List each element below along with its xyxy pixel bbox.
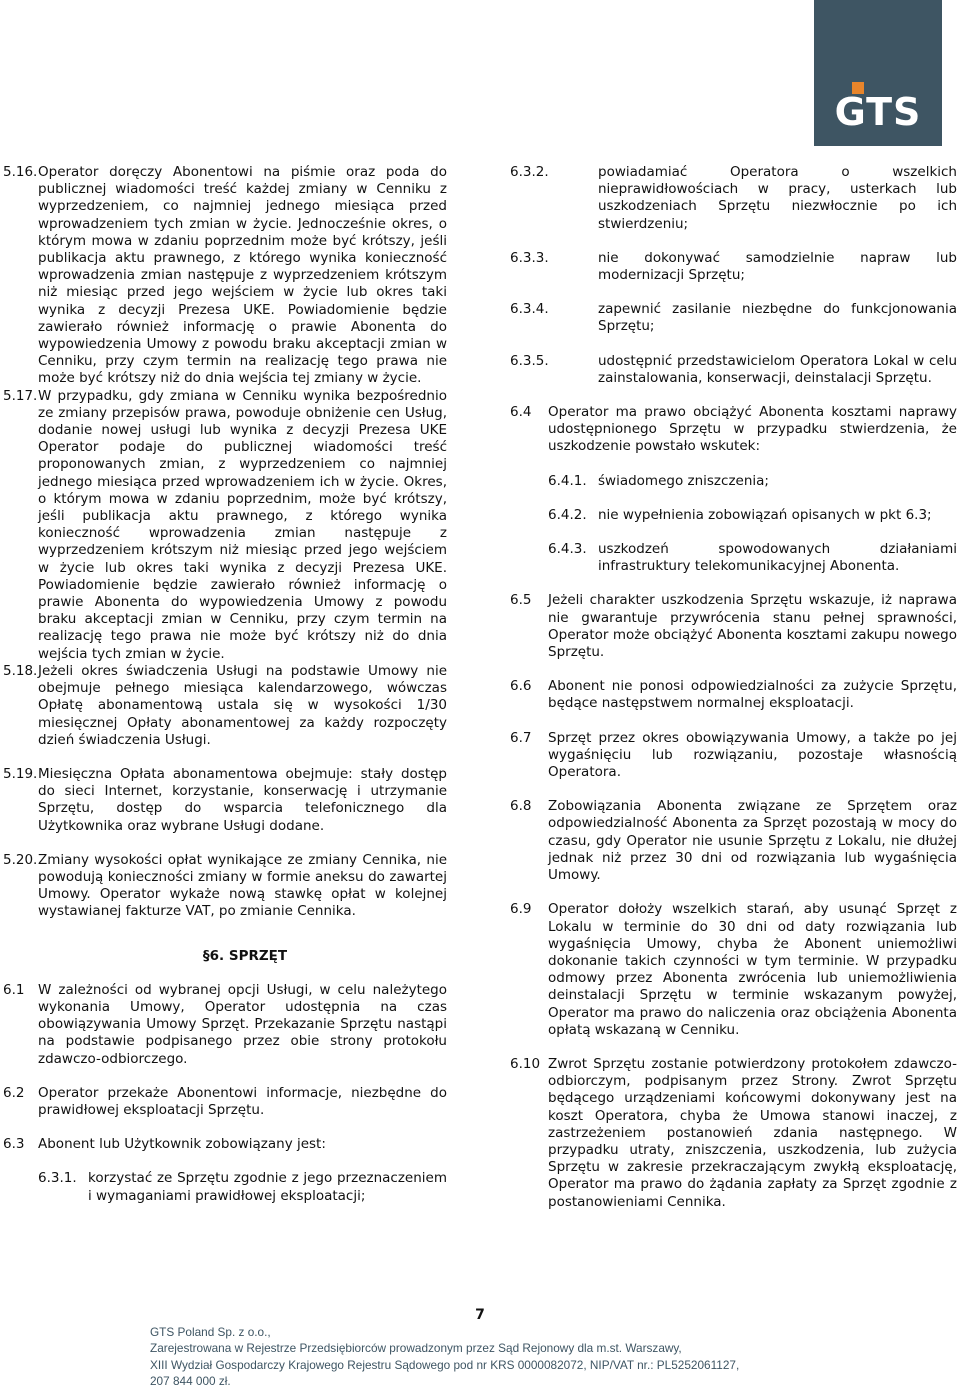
clause-number: 6.4.1.: [548, 472, 587, 489]
clause-6-1: [3, 982, 447, 1068]
gts-logo: [814, 0, 942, 146]
clause-text: W przypadku, gdy zmiana w Cenniku wynika bezpośrednio ze zmiany przepisów prawa, powoduje obniżenie cen Usług, dodanie nowej usługi lub wynika z decyzji Prezesa UKE Operator podaje do publicznej wiadomości treść proponowanych zmian, z wyprzedzeniem co najmniej jednego miesiąca przed wprowadzeniem ich w życie. Okres, o którym mowa w zdaniu poprzednim, może być krótszy, jeśli publikacja aktu prawnego, z którego wynika konieczność wprowadzenia zmian następuje z wyprzedzeniem krótszym niż miesiąc przed jego wejściem w życie lub okres taki wynika z decyzji Prezesa UKE. Powiadomienie będzie zawierało również informację o prawie Abonenta do wypowiedzenia Umowy z powodu braku akceptacji zmian w Cenniku, przy czym termin na realizację tego prawa nie może być krótszy niż do dnia wejścia tych zmian w życie.: [38, 387, 447, 662]
clause-text: Operator ma prawo obciążyć Abonenta kosztami naprawy udostępnionego Sprzętu w przypadku stwierdzenia, że uszkodzenie powstało wskutek:: [548, 404, 957, 455]
footer-registry: Zarejestrowana w Rejestrze Przedsiębiorców prowadzonym przez Sąd Rejonowy dla m.st. Warszawy,: [150, 1341, 682, 1356]
clause-number: 5.19.: [3, 765, 38, 782]
clause-text: korzystać ze Sprzętu zgodnie z jego przeznaczeniem i wymaganiami prawidłowej eksploatacji;: [88, 1170, 447, 1204]
clause-number: 6.3.1.: [38, 1170, 77, 1187]
clause-6-5: [510, 592, 957, 661]
clause-text: Zwrot Sprzętu zostanie potwierdzony protokołem zdawczo-odbiorczym, podpisanym przez Strony. Zwrot Sprzętu będącego urządzeniami końcowymi dokonywany jest na koszt Operatora, chyba że Umowa stanowi inaczej, z zastrzeżeniem postanowień zdania następnego. W przypadku utraty, zniszczenia, uszkodzenia, lub zużycia Sprzętu w zakresie przekraczającym zwykłą eksploatację, Operator ma prawo do żądania zapłaty za Sprzęt zgodnie z postanowieniami Cennika.: [548, 1055, 957, 1210]
clause-6-3-1: [3, 1170, 447, 1204]
clause-5-18: [3, 663, 447, 749]
clause-text: powiadamiać Operatora o wszelkich nieprawidłowościach w pracy, usterkach lub uszkodzeniach Sprzętu niezwłocznie po ich stwierdzeniu;: [598, 164, 957, 232]
clause-6-6: [510, 678, 957, 712]
clause-6-2: [3, 1085, 447, 1119]
clause-text: Operator doręczy Abonentowi na piśmie oraz poda do publicznej wiadomości treść każdej zmiany w Cenniku z wyprzedzeniem, co najmniej jednego miesiąca przed wprowadzeniem tych zmian w życie. Jednocześnie okres, o którym mowa w zdaniu poprzednim może być krótszy, jeśli publikacja aktu prawnego, z którego wynika konieczność wprowadzenia zmian następuje z wyprzedzeniem krótszym niż miesiąc przed jego wejściem w życie lub okres taki wynika z decyzji Prezesa UKE. Powiadomienie będzie zawierało również informację o prawie Abonenta do wypowiedzenia Umowy z powodu braku akceptacji zmian w Cenniku, przy czym termin na realizację tego prawa nie może być krótszy niż do dnia wejścia tej zmiany w życie.: [38, 164, 447, 387]
clause-number: 6.4: [510, 404, 532, 421]
clause-number: 5.17.: [3, 387, 38, 404]
clause-text: Jeżeli okres świadczenia Usługi na podstawie Umowy nie obejmuje pełnego miesiąca kalendarzowego, wówczas Opłatę abonamentową ustala się w wysokości 1/30 miesięcznej Opłaty abonamentowej za każdy rozpoczęty dzień świadczenia Usługi.: [38, 662, 447, 748]
clause-number: 5.16.: [3, 164, 38, 180]
clause-number: 6.5: [510, 592, 532, 609]
clause-text: uszkodzeń spowodowanych działaniami infrastruktury telekomunikacyjnej Abonenta.: [598, 541, 957, 575]
clause-text: świadomego zniszczenia;: [598, 472, 769, 489]
clause-text: udostępnić przedstawicielom Operatora Lokal w celu zainstalowania, konserwacji, deinstalacji Sprzętu.: [598, 352, 957, 386]
clause-6-4-2: [510, 507, 957, 524]
clause-number: 6.3: [3, 1136, 25, 1153]
clause-number: 5.18.: [3, 662, 38, 679]
clause-text: Jeżeli charakter uszkodzenia Sprzętu wskazuje, iż naprawa nie gwarantuje przywrócenia stanu pełnej sprawności, Operator może obciążyć Abonenta kosztami zakupu nowego Sprzętu.: [548, 592, 957, 661]
clause-number: 6.2: [3, 1084, 25, 1101]
clause-number: 6.3.4.: [510, 301, 549, 318]
page-number: 7: [475, 1307, 485, 1323]
clause-number: 6.4.3.: [548, 541, 587, 558]
clause-text: W zależności od wybranej opcji Usługi, w celu należytego wykonania Umowy, Operator udostępnia na czas obowiązywania Umowy Sprzęt. Przekazanie Sprzętu nastąpi na podstawie podpisanego przez obie strony protokołu zdawczo-odbiorczego.: [38, 981, 447, 1067]
clause-number: 6.7: [510, 729, 532, 746]
clause-number: 6.8: [510, 798, 532, 815]
clause-number: 5.20.: [3, 851, 38, 868]
clause-text: Abonent nie ponosi odpowiedzialności za zużycie Sprzętu, będące następstwem normalnej eksploatacji.: [548, 678, 957, 712]
clause-6-3-4: [510, 301, 957, 335]
clause-number: 6.3.3.: [510, 249, 549, 266]
clause-6-9: [510, 901, 957, 1039]
clause-text: Operator dołoży wszelkich starań, aby usunąć Sprzęt z Lokalu w terminie do 30 dni od daty rozwiązania lub wygaśnięcia Umowy, chyba że Abonent uniemożliwi dokonanie takich czynności w tym terminie. W przypadku odmowy przez Abonenta zwrócenia lub uniemożliwienia deinstalacji Sprzętu w terminie wskazanym powyżej, Operator ma prawo do naliczenia oraz obciążenia Abonenta opłatą wskazaną w Cenniku.: [548, 901, 957, 1038]
footer-capital: 207 844 000 zł.: [150, 1374, 231, 1389]
clause-number: 6.6: [510, 678, 532, 695]
clause-6-3-2: [510, 164, 957, 233]
left-column: [3, 164, 447, 1205]
clause-number: 6.4.2.: [548, 506, 587, 523]
clause-5-20: [3, 852, 447, 921]
logo-text: GTS: [834, 90, 922, 134]
clause-6-3: [3, 1136, 447, 1153]
clause-text: zapewnić zasilanie niezbędne do funkcjonowania Sprzętu;: [598, 301, 957, 335]
clause-text: Abonent lub Użytkownik zobowiązany jest:: [38, 1136, 326, 1153]
clause-text: Zmiany wysokości opłat wynikające ze zmiany Cennika, nie powodują konieczności zmiany w formie aneksu do zawartej Umowy. Operator wykaże nową stawkę opłat w kolejnej wystawianej fakturze VAT, po zmianie Cennika.: [38, 851, 447, 920]
clause-number: 6.1: [3, 981, 25, 998]
clause-number: 6.3.5.: [510, 352, 549, 369]
clause-6-8: [510, 798, 957, 884]
clause-text: Zobowiązania Abonenta związane ze Sprzętem oraz odpowiedzialność Abonenta za Sprzęt pozostają w mocy do czasu, gdy Operator nie usunie Sprzętu z Lokalu, nie dłużej jednak niż przez 30 dni od rozwiązania lub wygaśnięcia Umowy.: [548, 798, 957, 884]
clause-number: 6.10: [510, 1055, 541, 1072]
footer-company: GTS Poland Sp. z o.o.,: [150, 1325, 271, 1339]
section-title: §6. SPRZĘT: [202, 947, 288, 964]
clause-text: Miesięczna Opłata abonamentowa obejmuje: stały dostęp do sieci Internet, korzystanie, konserwację i utrzymanie Sprzętu, dostęp do wsparcia telefonicznego dla Użytkownika oraz wybrane Usługi dodane.: [38, 765, 447, 834]
clause-6-3-3: [510, 250, 957, 284]
clause-5-17: [3, 388, 447, 663]
clause-text: nie dokonywać samodzielnie napraw lub modernizacji Sprzętu;: [598, 249, 957, 284]
clause-6-4-3: [510, 541, 957, 575]
clause-number: 6.9: [510, 901, 532, 918]
clause-6-10: [510, 1056, 957, 1211]
clause-6-4-1: [510, 473, 957, 490]
clause-6-7: [510, 730, 957, 782]
clause-5-16: [3, 164, 447, 388]
clause-6-4: [510, 404, 957, 456]
clause-number: 6.3.2.: [510, 164, 549, 180]
right-column: [510, 164, 957, 1211]
clause-5-19: [3, 766, 447, 835]
clause-6-3-5: [510, 353, 957, 387]
footer-krs: XIII Wydział Gospodarczy Krajowego Rejestru Sądowego pod nr KRS 0000082072, NIP/VAT nr.: PL5252061127,: [150, 1357, 740, 1372]
footer: [150, 1324, 950, 1390]
clause-text: Operator przekaże Abonentowi informacje, niezbędne do prawidłowej eksploatacji Sprzętu.: [38, 1084, 447, 1118]
clause-text: Sprzęt przez okres obowiązywania Umowy, a także po jej wygaśnięciu lub rozwiązaniu, pozostaje własnością Operatora.: [548, 729, 957, 781]
clause-text: nie wypełnienia zobowiązań opisanych w pkt 6.3;: [598, 506, 932, 523]
